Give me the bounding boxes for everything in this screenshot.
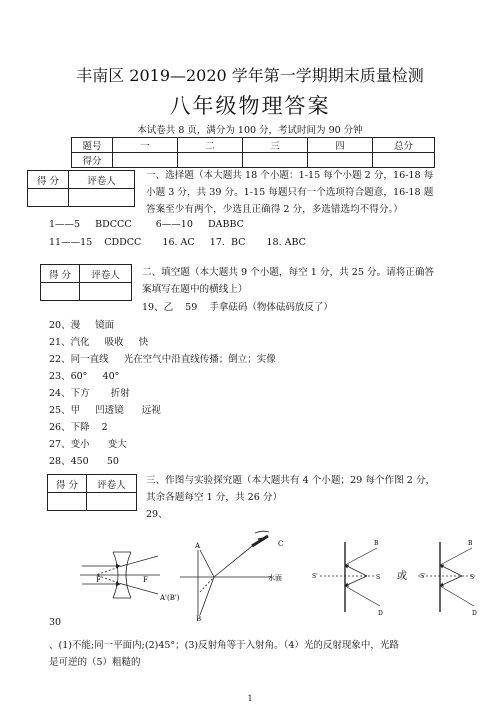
point-b-label: B <box>468 540 473 547</box>
score-cell <box>308 153 373 168</box>
point-c-label: C <box>278 540 284 548</box>
score-table <box>71 137 435 168</box>
section1-heading-line: 答案至少有两个，少选且正确得 2 分，多选错选均不得分。） <box>146 204 403 215</box>
section2-answer: 27、变小 变大 <box>49 439 127 450</box>
grader-label: 评卷人 <box>80 265 132 283</box>
section2-heading-line: 案填写在题中的横线上） <box>142 284 248 295</box>
section2-heading <box>142 264 434 298</box>
score-table-score-row <box>72 153 435 168</box>
focus-label-right: F <box>143 576 148 584</box>
score-cell: 四 <box>308 138 373 153</box>
exam-info: 本试卷共 8 页，满分为 100 分，考试时间为 90 分钟 <box>137 125 363 136</box>
section2-answer: 28、450 50 <box>49 456 119 467</box>
score-cell <box>373 153 435 168</box>
grader-label: 评卷人 <box>69 171 135 189</box>
section3-heading-line: 三、作图与实验探究题（本大题共有 4 个小题；29 每个作图 2 分， <box>146 475 436 486</box>
section3-heading <box>146 472 435 506</box>
grader-cell <box>48 493 87 511</box>
figures-svg <box>0 520 500 630</box>
grader-cell <box>41 283 80 301</box>
section1-answer: 1——5 BDCCC 6——10 DABBC <box>49 219 244 230</box>
grader-score-label: 得 分 <box>41 265 80 283</box>
section2-answer: 20、漫 镜面 <box>49 320 115 331</box>
grader-score-label: 得 分 <box>48 475 87 493</box>
score-cell <box>113 153 178 168</box>
point-b-label: B <box>196 615 202 623</box>
grader-cell <box>69 189 135 207</box>
grader-cell <box>28 189 69 207</box>
water-surface-label: 水面 <box>268 574 282 582</box>
section2-answer: 23、60° 40° <box>49 371 120 382</box>
section2-heading-line: 二、填空题（本大题共 9 个小题，每空 1 分，共 25 分。请将正确答 <box>142 267 435 278</box>
section1-heading <box>146 167 433 218</box>
score-table-header-row <box>72 138 435 153</box>
section2-answer: 24、下方 折射 <box>49 388 130 399</box>
q30-answer-line: 、(1)不能;同一平面内;(2)45°；(3)反射角等于入射角。（4）光的反射现象中，光路 <box>49 640 399 651</box>
mirror-figure-right <box>418 542 475 612</box>
source-label: S <box>376 574 381 581</box>
page-number: 1 <box>247 694 253 703</box>
section1-heading-line: 小题 3 分，共 39 分。1-15 每题只有一个选项符合题意，16-18 题 <box>146 187 434 198</box>
section2-answer: 19、乙 59 手拿砝码（物体砝码放反了） <box>142 302 333 313</box>
image-label: A'(B') <box>160 594 180 602</box>
grader-score-label: 得 分 <box>28 171 69 189</box>
section2-answer: 25、甲 凹透镜 远视 <box>49 405 161 416</box>
score-cell <box>243 153 308 168</box>
grader-cell <box>80 283 132 301</box>
section3-heading-line: 其余各题每空 1 分，共 26 分） <box>146 492 283 503</box>
q30-answer-line: 是可逆的（5）粗糙的 <box>49 657 141 668</box>
q30-number: 30 <box>49 617 62 628</box>
focus-label-left: F <box>96 576 101 584</box>
source-image-label: S' <box>420 573 426 580</box>
section1-heading-line: 一、选择题（本大题共 18 个小题：1-15 每个小题 2 分，16-18 每 <box>146 170 434 181</box>
section2-answer: 21、汽化 吸收 快 <box>49 337 149 348</box>
grader-label: 评卷人 <box>87 475 137 493</box>
point-d-label: D <box>378 610 383 617</box>
document-title: 丰南区 2019—2020 学年第一学期期末质量检测 <box>76 66 424 85</box>
source-image-label: S' <box>312 573 318 580</box>
answer-title: 八年级物理答案 <box>169 94 331 118</box>
score-cell: 题号 <box>72 138 113 153</box>
section1-answer: 11——15 CDDCC 16. AC 17. BC 18. ABC <box>49 237 306 248</box>
score-cell: 二 <box>178 138 243 153</box>
score-cell: 总分 <box>373 138 435 153</box>
reflection-figure <box>180 531 272 615</box>
section2-answer: 22、同一直线 光在空气中沿直线传播；倒立；实像 <box>49 354 276 365</box>
source-label: S <box>470 574 475 581</box>
point-b-label: B <box>374 540 379 547</box>
grader-cell <box>87 493 137 511</box>
grader-box <box>47 474 137 511</box>
score-cell: 得分 <box>72 153 113 168</box>
score-cell: 三 <box>243 138 308 153</box>
section2-answer: 26、下降 2 <box>49 422 108 433</box>
point-a-label: A <box>195 542 201 550</box>
grader-box <box>40 264 132 301</box>
point-d-label: D <box>472 610 477 617</box>
or-label: 或 <box>397 571 407 582</box>
mirror-figure-left <box>320 542 380 612</box>
q29-label: 29、 <box>146 509 168 520</box>
grader-box <box>27 170 135 207</box>
concave-lens-figure <box>80 552 160 598</box>
score-cell <box>178 153 243 168</box>
score-cell: 一 <box>113 138 178 153</box>
